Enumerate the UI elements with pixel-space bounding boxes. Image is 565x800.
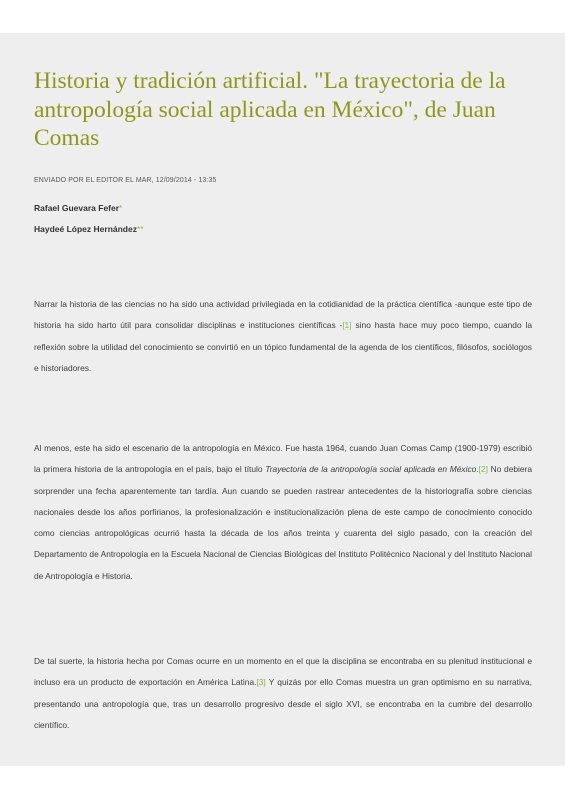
book-title: Trayectoria de la antropología social aplicada en México — [265, 464, 477, 475]
article-title: Historia y tradición artificial. "La trayectoria de la antropología social aplicada en México", de Juan Comas — [34, 68, 506, 151]
author-1 — [34, 203, 122, 213]
paragraph-text: Y quizás por ello Comas muestra un gran optimismo en su narrativa, presentando una antropología que, tras un desarrollo progresivo desde el siglo XVI, se encontraba en la cumbre del desarrollo científico. — [34, 677, 532, 730]
paragraph-text: sino hasta hace muy poco tiempo, cuando la reflexión sobre la utilidad del conocimiento se convirtió en un tópico fundamental de la agenda de los científicos, filósofos, sociólogos e historiadores. — [34, 320, 532, 373]
author-name: Haydeé López Hernández — [34, 224, 137, 234]
author-name: Rafael Guevara Fefer — [34, 203, 120, 213]
footnote-link[interactable]: ** — [136, 224, 144, 234]
footnote-ref-1[interactable]: [1] — [342, 320, 352, 331]
paragraph-1 — [34, 294, 532, 379]
submission-meta: ENVIADO POR EL EDITOR EL MAR, 12/09/2014 - 13:35 — [34, 177, 217, 184]
paragraph-text: No debiera sorprender una fecha aparentemente tan tardía. Aun cuando se pueden rastrear antecedentes de la historiografía sobre ciencias nacionales desde los años porfirianos, la profesionalización e institucionalización plena de este campo de conocimiento conocido como ciencias antropológicas ocurrió hasta la década de los años treinta y cuarenta del siglo pasado, con la creación del Departamento de Antropología en la Escuela Nacional de Ciencias Biológicas del Instituto Politécnico Nacional y del Instituto Nacional de Antropología e Historia. — [34, 464, 532, 581]
paragraph-text: . — [476, 464, 479, 475]
footnote-link[interactable]: * — [119, 203, 123, 213]
paragraph-text: Narrar la historia de las ciencias no ha sido una actividad privilegiada en la cotidianidad de la práctica científica -aunque este tipo de historia ha sido harto útil para consolidar disciplinas e instituciones científicas - — [34, 299, 532, 331]
paragraph-text: Al menos, este ha sido el escenario de la antropología en México. Fue hasta 1964, cuando Juan Comas Camp (1900-1979) escribió la primera historia de la antropología en el país, bajo el título — [34, 443, 532, 475]
paragraph-text: De tal suerte, la historia hecha por Comas ocurre en un momento en el que la disciplina se encontraba en su plenitud institucional e incluso era un producto de exportación en América Latina. — [34, 656, 532, 688]
paragraph-2 — [34, 438, 532, 587]
footnote-ref-2[interactable]: [2] — [478, 464, 488, 475]
paragraph-3 — [34, 651, 532, 736]
author-2 — [34, 224, 144, 234]
footnote-ref-3[interactable]: [3] — [256, 677, 266, 688]
